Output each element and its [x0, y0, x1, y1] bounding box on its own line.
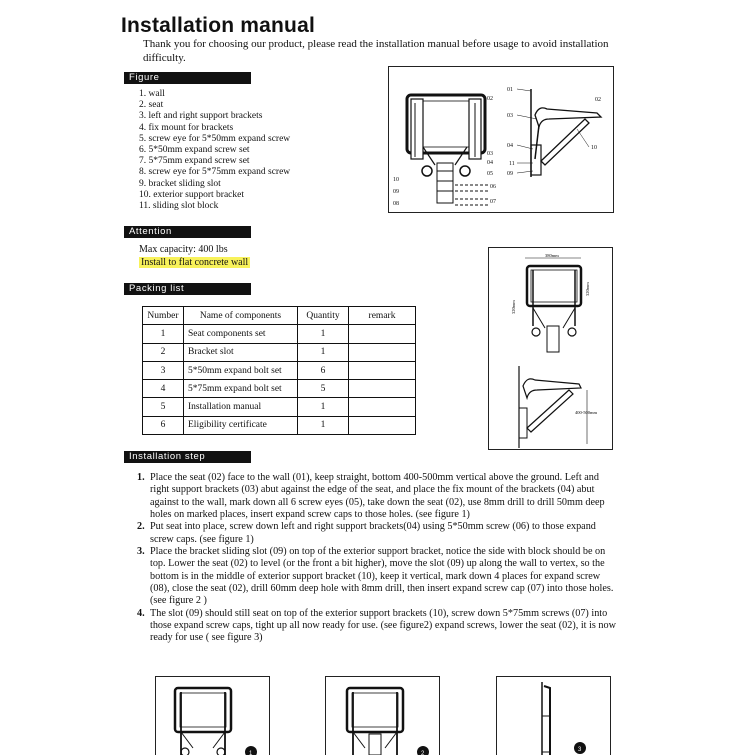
- figure-dimension-diagram: [488, 247, 613, 450]
- cell-name: Seat components set: [184, 325, 298, 343]
- col-header-number: Number: [143, 307, 184, 325]
- page-title: Installation manual: [121, 14, 315, 37]
- step-text: Place the bracket sliding slot (09) on top of the exterior support bracket, notice the side with block should be on top. Lower the seat (02) to level (or the front a bit higher), move the slot (09) up along the wall to vertex, so the bottom is in the middle of exterior support bracket (10), keep it vertical, mark down 4 places for expand screw (08), close the seat (02), drill 60mm deep hole with 8mm drill, then insert expand screw cap (07) into those holes. (see figure 2 ): [150, 546, 614, 607]
- cell-remark: [349, 416, 416, 434]
- diagram-label: 04: [507, 143, 513, 149]
- table-row: [143, 343, 416, 361]
- figure-legend-item: 2. seat: [139, 100, 164, 111]
- cell-quantity: 5: [298, 380, 349, 398]
- diagram-label: 06: [490, 184, 496, 190]
- intro-text: Thank you for choosing our product, please read the installation manual before usage to avoid installation difficulty.: [143, 38, 609, 64]
- step-text: Place the seat (02) face to the wall (01), keep straight, bottom 400-500mm vertical above the ground. Left and right support brackets (03) abut against the edge of the seat, and place the fix mount of the brackets (04) abut against to the wall, mark down all 6 screw eyes (05), take down the seat (02), use 8mm drill to drill 50mm deep holes on marked places, insert expand screw caps to those holes. (see figure 1): [150, 472, 605, 521]
- diagram-label: 03: [507, 113, 513, 119]
- cell-remark: [349, 361, 416, 379]
- steps-list: [137, 472, 617, 645]
- diagram-label: 09: [507, 171, 513, 177]
- cell-quantity: 6: [298, 361, 349, 379]
- figure-legend-item: 1. wall: [139, 89, 165, 99]
- cell-number: 2: [143, 343, 184, 361]
- installation-step: [137, 608, 617, 645]
- section-header-figure: Figure: [124, 72, 251, 84]
- cell-number: 3: [143, 361, 184, 379]
- diagram-label: 02: [487, 96, 493, 102]
- table-row: [143, 398, 416, 416]
- diagram-label: 07: [490, 199, 496, 205]
- highlighted-note: Install to flat concrete wall: [141, 257, 249, 268]
- diagram-label: 05: [487, 171, 493, 177]
- installation-step: [137, 521, 617, 546]
- figure-legend-item: 11. sliding slot block: [139, 201, 219, 212]
- installation-step: [137, 472, 617, 521]
- figure-legend-item: 7. 5*75mm expand screw set: [139, 156, 250, 167]
- dim-width-label: 380mm: [545, 253, 559, 258]
- dimension-diagram-drawing: [489, 248, 614, 451]
- table-row: [143, 380, 416, 398]
- col-header-remark: remark: [349, 307, 416, 325]
- diagram-label: 11: [509, 161, 515, 167]
- cell-quantity: 1: [298, 325, 349, 343]
- diagram-label: 08: [393, 201, 399, 207]
- table-row: [143, 325, 416, 343]
- cell-number: 5: [143, 398, 184, 416]
- figure-number: 3: [578, 747, 582, 753]
- figure-number: 1: [249, 751, 253, 755]
- col-header-quantity: Quantity: [298, 307, 349, 325]
- diagram-label: 02: [595, 97, 601, 103]
- step-text: Put seat into place, screw down left and right support brackets(04) using 5*50mm screw (06) to those expand screw caps. (see figure 1): [150, 521, 596, 545]
- figure-2-drawing: [325, 676, 440, 755]
- max-capacity: Max capacity: 400 lbs: [139, 244, 228, 255]
- figure-legend-item: 3. left and right support brackets: [139, 111, 263, 122]
- figure-legend-item: 5. screw eye for 5*50mm expand screw: [139, 133, 291, 144]
- step-number: 3.: [137, 546, 145, 558]
- cell-remark: [349, 398, 416, 416]
- figure-legend-item: 10. exterior support bracket: [139, 189, 244, 200]
- section-header-packing: Packing list: [124, 283, 251, 295]
- step-number: 4.: [137, 607, 145, 619]
- figure-number: 2: [421, 751, 425, 755]
- figure-legend-item: 6. 5*50mm expand screw set: [139, 145, 250, 156]
- section-header-steps: Installation step: [124, 451, 251, 463]
- step-number: 2.: [137, 521, 145, 533]
- col-header-name: Name of components: [184, 307, 298, 325]
- cell-name: Bracket slot: [184, 343, 298, 361]
- diagram-label: 04: [487, 160, 493, 166]
- figure-exploded-diagram: [388, 66, 614, 213]
- exploded-diagram-drawing: [389, 67, 615, 214]
- cell-name: 5*50mm expand bolt set: [184, 361, 298, 379]
- attention-body: [139, 243, 250, 269]
- figure-3-drawing: [496, 676, 611, 755]
- cell-name: 5*75mm expand bolt set: [184, 380, 298, 398]
- cell-name: Installation manual: [184, 398, 298, 416]
- cell-quantity: 1: [298, 343, 349, 361]
- diagram-label: 09: [393, 189, 399, 195]
- cell-name: Eligibility certificate: [184, 416, 298, 434]
- figure-legend-item: 8. screw eye for 5*75mm expand screw: [139, 167, 291, 178]
- cell-number: 4: [143, 380, 184, 398]
- step-number: 1.: [137, 472, 145, 483]
- step-text: The slot (09) should still seat on top of the exterior support brackets (10), screw down 5*75mm screws (07) into those expand screw caps, tight up all now ready for use. (see figure2) expand screws, lower the seat (02), it is now ready for use ( see figure 3): [150, 607, 616, 644]
- cell-number: 6: [143, 416, 184, 434]
- figure-1-drawing: [155, 676, 270, 755]
- dim-height-label-2: 320mm: [585, 282, 590, 296]
- cell-quantity: 1: [298, 398, 349, 416]
- section-header-attention: Attention: [124, 226, 251, 238]
- diagram-label: 10: [393, 177, 399, 183]
- cell-remark: [349, 343, 416, 361]
- packing-table: [142, 306, 416, 435]
- installation-step: [137, 546, 617, 608]
- figure-legend-item: 4. fix mount for brackets: [139, 122, 234, 133]
- table-header-row: [143, 307, 416, 325]
- figure-legend-list: [139, 89, 290, 212]
- dim-floor-label: 400-500mm: [575, 410, 597, 415]
- diagram-label: 01: [507, 87, 513, 93]
- figure-legend-item: 9. bracket sliding slot: [139, 178, 221, 189]
- cell-remark: [349, 325, 416, 343]
- cell-quantity: 1: [298, 416, 349, 434]
- cell-number: 1: [143, 325, 184, 343]
- dim-height-label: 320mm: [511, 300, 516, 314]
- table-row: [143, 361, 416, 379]
- table-row: [143, 416, 416, 434]
- cell-remark: [349, 380, 416, 398]
- diagram-label: 10: [591, 145, 597, 151]
- diagram-label: 03: [487, 151, 493, 157]
